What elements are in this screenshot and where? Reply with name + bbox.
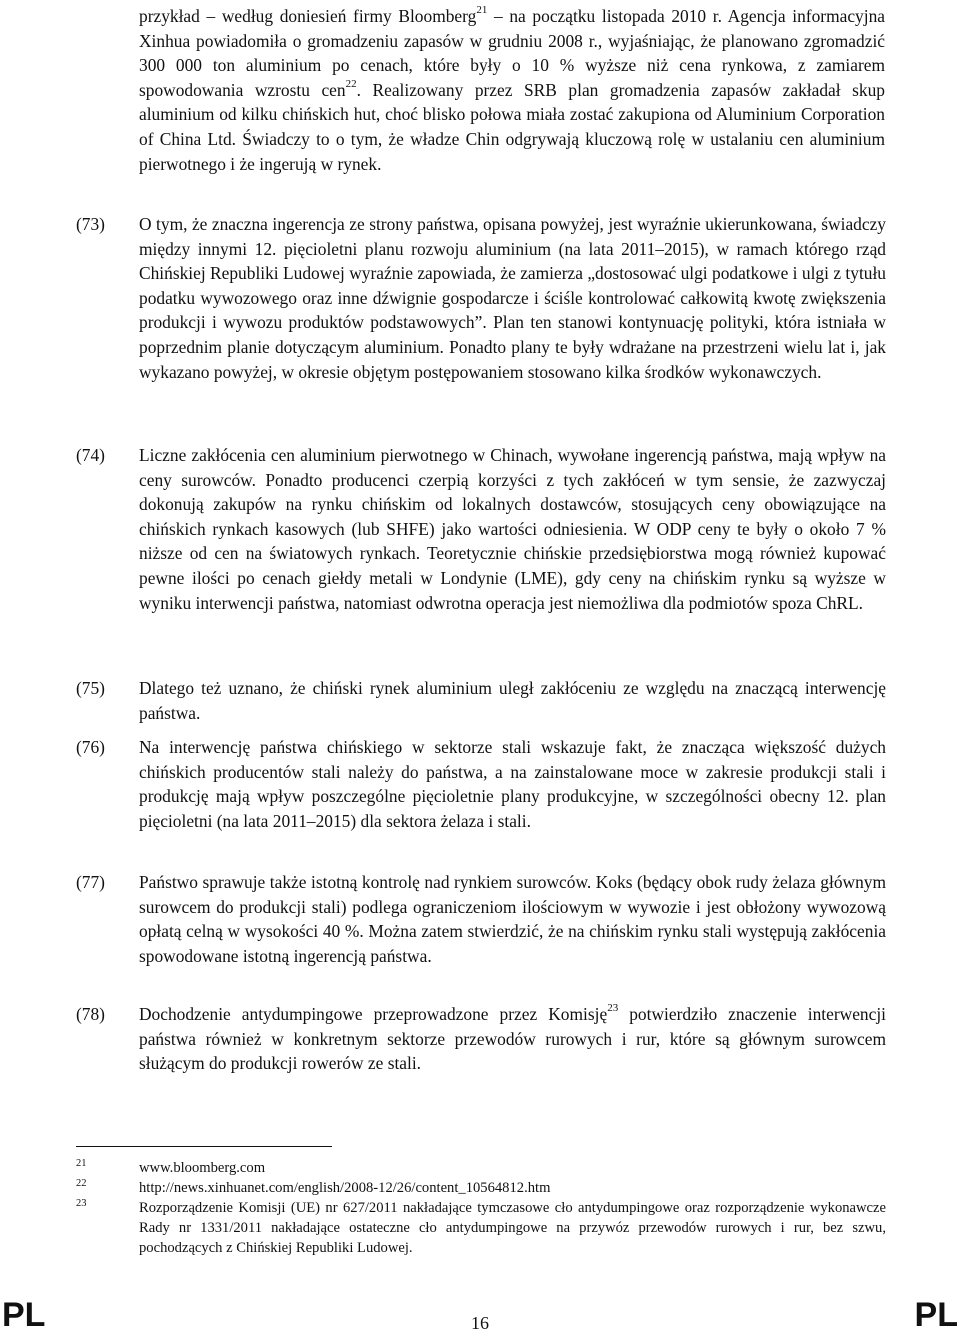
paragraph-text: O tym, że znaczna ingerencja ze strony państwa, opisana powyżej, jest wyraźnie ukierunkowana, świadczy między innymi 12. pięcioletni planu rozwoju aluminium (na lata 2011–2015), w ramach którego rząd Chińskiej Republiki Ludowej wyraźnie zapowiada, że zamierza „dostosować ulgi podatkowe i ulgi z tytułu podatku wywozowego oraz inne dźwignie gospodarcze i ściśle kontrolować całkowitą kwotę zwiększenia produkcji i wywozu produktów podstawowych”. Plan ten stanowi kontynuację polityki, która istniała w poprzednim planie dotyczącym aluminium. Ponadto plany te były wdrażane na przestrzeni wielu lat i, jak wykazano powyżej, w okresie objętym postępowaniem stosowano kilka środków wykonawczych. <box>139 214 886 382</box>
paragraph-number: (76) <box>76 737 105 757</box>
paragraph-number: (78) <box>76 1004 105 1024</box>
page-number: 16 <box>471 1313 489 1333</box>
footnote-22 <box>76 1178 886 1198</box>
footnote-ref-21[interactable]: 21 <box>476 4 488 17</box>
intro-text-3: . Realizowany przez SRB plan gromadzenia zapasów zakładał skup aluminium od kilku chińskich hut, choć blisko połowa miała zostać zakupiona od Aluminium Corporation of China Ltd. Świadczy to o tym, że władze Chin odgrywają kluczową rolę w ustalaniu cen aluminium pierwotnego i że ingerują w rynek. <box>139 79 885 174</box>
footnote-21 <box>76 1158 886 1178</box>
footnote-number: 23 <box>76 1198 87 1209</box>
paragraph-text: Państwo sprawuje także istotną kontrolę nad rynkiem surowców. Koks (będący obok rudy żelaza głównym surowcem do produkcji stali) podlega ograniczeniom ilościowym w wywozie i jest obłożony wywozową opłatą celną w wysokości 40 %. Można zatem stwierdzić, że na chińskim rynku stali występują zakłócenia spowodowane istotną ingerencją państwa. <box>139 872 886 966</box>
paragraph-text: Dlatego też uznano, że chiński rynek aluminium uległ zakłóceniu ze względu na znaczącą interwencję państwa. <box>139 678 886 723</box>
intro-paragraph <box>139 4 885 176</box>
paragraph-number: (77) <box>76 872 105 892</box>
paragraph-76 <box>76 735 886 833</box>
paragraph-text <box>139 1002 886 1076</box>
paragraph-74 <box>76 443 886 615</box>
intro-text-2: – na początku listopada 2010 r. Agencja informacyjna Xinhua powiadomiła o gromadzeniu zapasów w grudniu 2008 r., wyjaśniając, że planowano zgromadzić 300 000 ton aluminium po cenach, które były o 10 % wyższe niż cena rynkowa, z zamiarem spowodowania wzrostu cen <box>139 6 885 100</box>
language-label-right: PL <box>914 1296 958 1334</box>
footnote-ref-22[interactable]: 22 <box>345 77 357 90</box>
footnote-separator <box>76 1146 332 1147</box>
paragraph-number: (73) <box>76 214 105 234</box>
footnote-text: Rozporządzenie Komisji (UE) nr 627/2011 nakładające tymczasowe cło antydumpingowe oraz rozporządzenie wykonawcze Rady nr 1331/2011 nakładające ostateczne cło antydumpingowe na przywóz przewodów rurowych i rur, bez szwu, pochodzących z Chińskiej Republiki Ludowej. <box>139 1200 886 1256</box>
paragraph-78 <box>76 1002 886 1076</box>
footnote-text[interactable]: www.bloomberg.com <box>139 1160 266 1176</box>
paragraph-75 <box>76 676 886 725</box>
footnote-number: 21 <box>76 1158 87 1169</box>
paragraph-number: (74) <box>76 445 105 465</box>
language-label-left: PL <box>2 1296 46 1334</box>
intro-text-1: przykład – według doniesień firmy Bloomberg <box>139 6 477 26</box>
footnote-23 <box>76 1198 886 1258</box>
paragraph-77 <box>76 870 886 968</box>
paragraph-text: Liczne zakłócenia cen aluminium pierwotnego w Chinach, wywołane ingerencją państwa, mają wpływ na ceny surowców. Ponadto producenci czerpią korzyści z tych zakłóceń w tym sensie, że zazwyczaj dokonują zakupów na rynku chińskim od lokalnych dostawców, stosujących ceny obowiązujące na chińskich rynkach kasowych (lub SHFE) jako wartości odniesienia. W ODP ceny te były o około 7 % niższe od cen na światowych rynkach. Teoretycznie chińskie przedsiębiorstwa mogą również kupować pewne ilości po cenach giełdy metali w Londynie (LME), gdy ceny na chińskim rynku są wyższe w wyniku interwencji państwa, natomiast odwrotna operacja jest niemożliwa dla podmiotów spoza ChRL. <box>139 445 886 613</box>
paragraph-text-a: Dochodzenie antydumpingowe przeprowadzone przez Komisję <box>139 1004 608 1024</box>
paragraph-text: Na interwencję państwa chińskiego w sektorze stali wskazuje fakt, że znacząca większość dużych chińskich producentów stali należy do państwa, a na zainstalowane moce w zakresie produkcji stali i produkcję mają wpływ poszczególne pięcioletnie plany produkcyjne, w szczególności obecny 12. plan pięcioletni (na lata 2011–2015) dla sektora żelaza i stali. <box>139 737 886 831</box>
paragraph-number: (75) <box>76 678 105 698</box>
footnote-ref-23[interactable]: 23 <box>607 1002 619 1015</box>
footnote-number: 22 <box>76 1178 87 1189</box>
paragraph-73 <box>76 212 886 384</box>
paragraph-text-b: potwierdziło znaczenie interwencji państwa również w konkretnym sektorze przewodów rurowych i rur, które są głównym surowcem służącym do produkcji rowerów ze stali. <box>139 1004 886 1074</box>
footnote-text[interactable]: http://news.xinhuanet.com/english/2008-12/26/content_10564812.htm <box>139 1180 551 1196</box>
